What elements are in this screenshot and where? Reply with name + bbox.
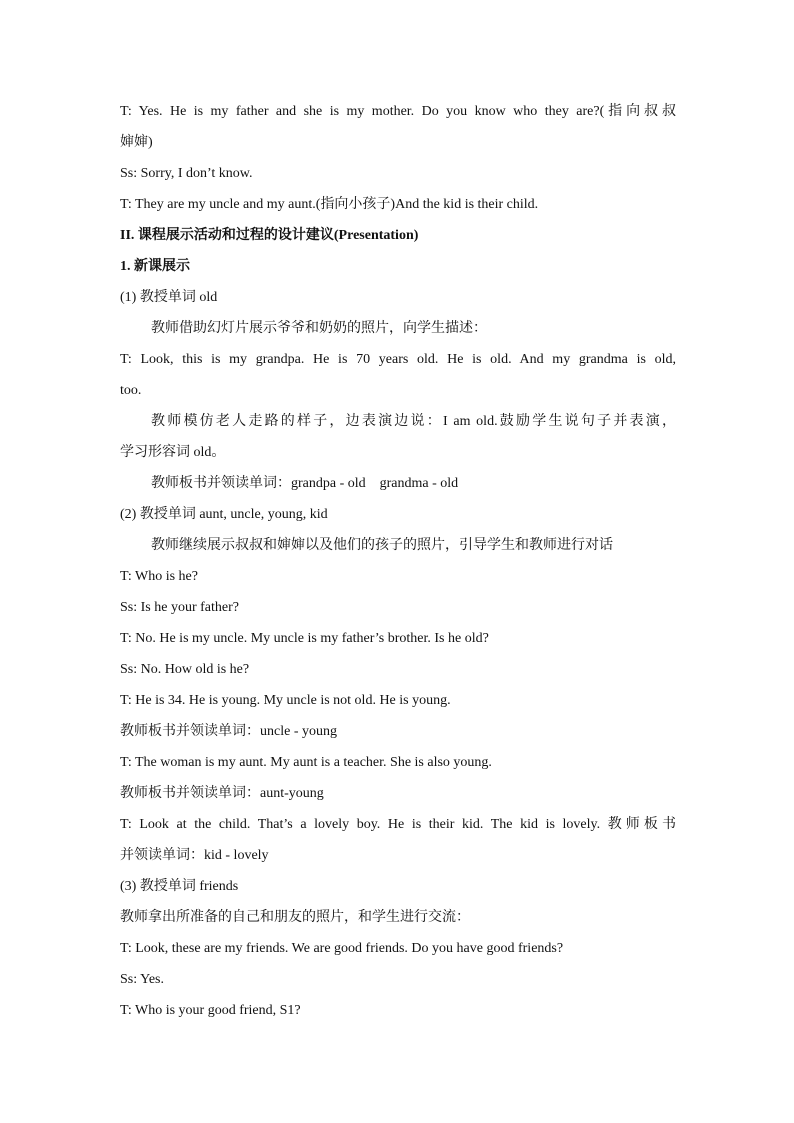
step-heading: (1) 教授单词 old — [120, 290, 218, 305]
instruction-paragraph: 教师板书并领读单词：grandpa - old grandma - old — [151, 476, 459, 491]
document-page — [120, 96, 676, 1026]
instruction-paragraph: 学习形容词 old。 — [120, 445, 226, 460]
instruction-paragraph: 并领读单词：kid - lovely — [120, 848, 269, 863]
instruction-paragraph: 教师模仿老人走路的样子，边表演边说：I am old.鼓励学生说句子并表演， — [151, 414, 676, 429]
instruction-paragraph: 教师借助幻灯片展示爷爷和奶奶的照片，向学生描述： — [151, 321, 487, 336]
instruction-paragraph: 教师板书并领读单词：aunt-young — [120, 786, 324, 801]
step-heading: (3) 教授单词 friends — [120, 879, 239, 894]
dialogue-line: T: Who is your good friend, S1? — [120, 1003, 301, 1018]
section-heading: II. 课程展示活动和过程的设计建议(Presentation) — [120, 228, 419, 243]
dialogue-line: T: The woman is my aunt. My aunt is a teacher. She is also young. — [120, 755, 492, 770]
dialogue-line: Ss: Is he your father? — [120, 600, 239, 615]
dialogue-line: T: No. He is my uncle. My uncle is my father’s brother. Is he old? — [120, 631, 489, 646]
subsection-heading: 1. 新课展示 — [120, 259, 190, 274]
dialogue-line: too. — [120, 383, 142, 398]
dialogue-line: T: Look, this is my grandpa. He is 70 years old. He is old. And my grandma is old, — [120, 352, 676, 367]
instruction-paragraph: 教师继续展示叔叔和婶婶以及他们的孩子的照片，引导学生和教师进行对话 — [151, 538, 613, 553]
dialogue-line: Ss: Sorry, I don’t know. — [120, 166, 253, 181]
dialogue-line: T: Look at the child. That’s a lovely boy. He is their kid. The kid is lovely. 教师板书 — [120, 817, 676, 832]
step-heading: (2) 教授单词 aunt, uncle, young, kid — [120, 507, 328, 522]
dialogue-line: Ss: Yes. — [120, 972, 164, 987]
dialogue-line: 婶婶) — [120, 135, 153, 150]
instruction-paragraph: 教师板书并领读单词：uncle - young — [120, 724, 337, 739]
dialogue-line: T: He is 34. He is young. My uncle is not old. He is young. — [120, 693, 451, 708]
dialogue-line: T: They are my uncle and my aunt.(指向小孩子)And the kid is their child. — [120, 197, 539, 212]
dialogue-line: T: Yes. He is my father and she is my mother. Do you know who they are?(指向叔叔 — [120, 104, 676, 119]
dialogue-line: T: Who is he? — [120, 569, 198, 584]
dialogue-line: T: Look, these are my friends. We are good friends. Do you have good friends? — [120, 941, 564, 956]
dialogue-line: Ss: No. How old is he? — [120, 662, 250, 677]
instruction-paragraph: 教师拿出所准备的自己和朋友的照片，和学生进行交流： — [120, 910, 470, 925]
